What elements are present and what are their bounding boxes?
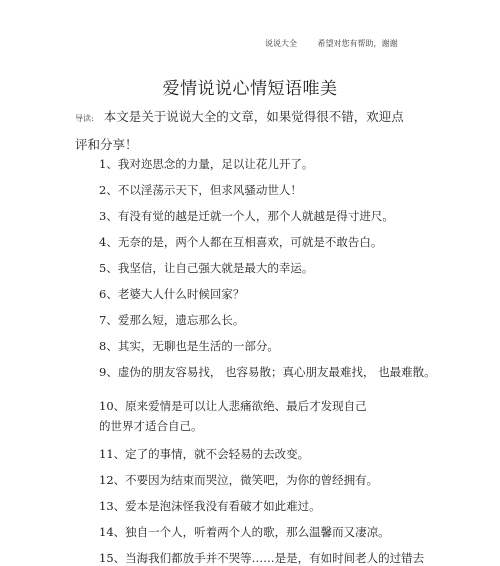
list-item: 2、不以淫荡示天下，但求风骚动世人！ [99, 183, 302, 197]
intro-label: 导读: [75, 114, 94, 123]
header-site-name: 说说大全 [265, 39, 297, 48]
list-item: 10、原来爱情是可以让人悲痛欲绝、最后才发现自己的世界才适合自己。 [99, 399, 367, 433]
list-item: 12、不要因为结束而哭泣，微笑吧，为你的曾经拥有。 [99, 473, 379, 487]
list-item: 3、有没有觉的越是迁就一个人，那个人就越是得寸进尺。 [99, 209, 394, 223]
list-item: 11、定了的事情，就不会轻易的去改变。 [99, 447, 310, 461]
list-item: 14、独自一个人，听着两个人的歌，那么温馨而又凄凉。 [99, 525, 390, 539]
article-title: 爱情说说心情短语唯美 [162, 79, 338, 99]
list-item: 4、无奈的是，两个人都在互相喜欢，可就是不敢告白。 [99, 235, 383, 249]
article-intro [75, 104, 415, 158]
intro-text: 本文是关于说说大全的文章，如果觉得很不错，欢迎点评和分享！ [75, 109, 404, 152]
quote-list [75, 156, 436, 566]
list-item: 9、虚伪的朋友容易找， 也容易散；真心朋友最难找， 也最难散。 [99, 365, 436, 379]
header-note: 希望对您有帮助，谢谢 [317, 39, 398, 48]
list-item: 6、老婆大人什么时候回家？ [99, 287, 245, 301]
list-item: 7、爱那么短，遗忘那么长。 [99, 313, 245, 327]
list-item: 13、爱本是泡沫怪我没有看破才如此难过。 [99, 499, 321, 513]
page-header [265, 38, 398, 49]
list-item: 15、当海我们都放手并不哭等……是是，有如时间老人的过错去 [99, 551, 425, 565]
list-item: 8、其实，无聊也是生活的一部分。 [99, 339, 279, 353]
list-item: 5、我坚信，让自己强大就是最大的幸运。 [99, 261, 314, 275]
list-item: 1、我对迩思念的力量，足以让花儿开了。 [99, 157, 314, 171]
